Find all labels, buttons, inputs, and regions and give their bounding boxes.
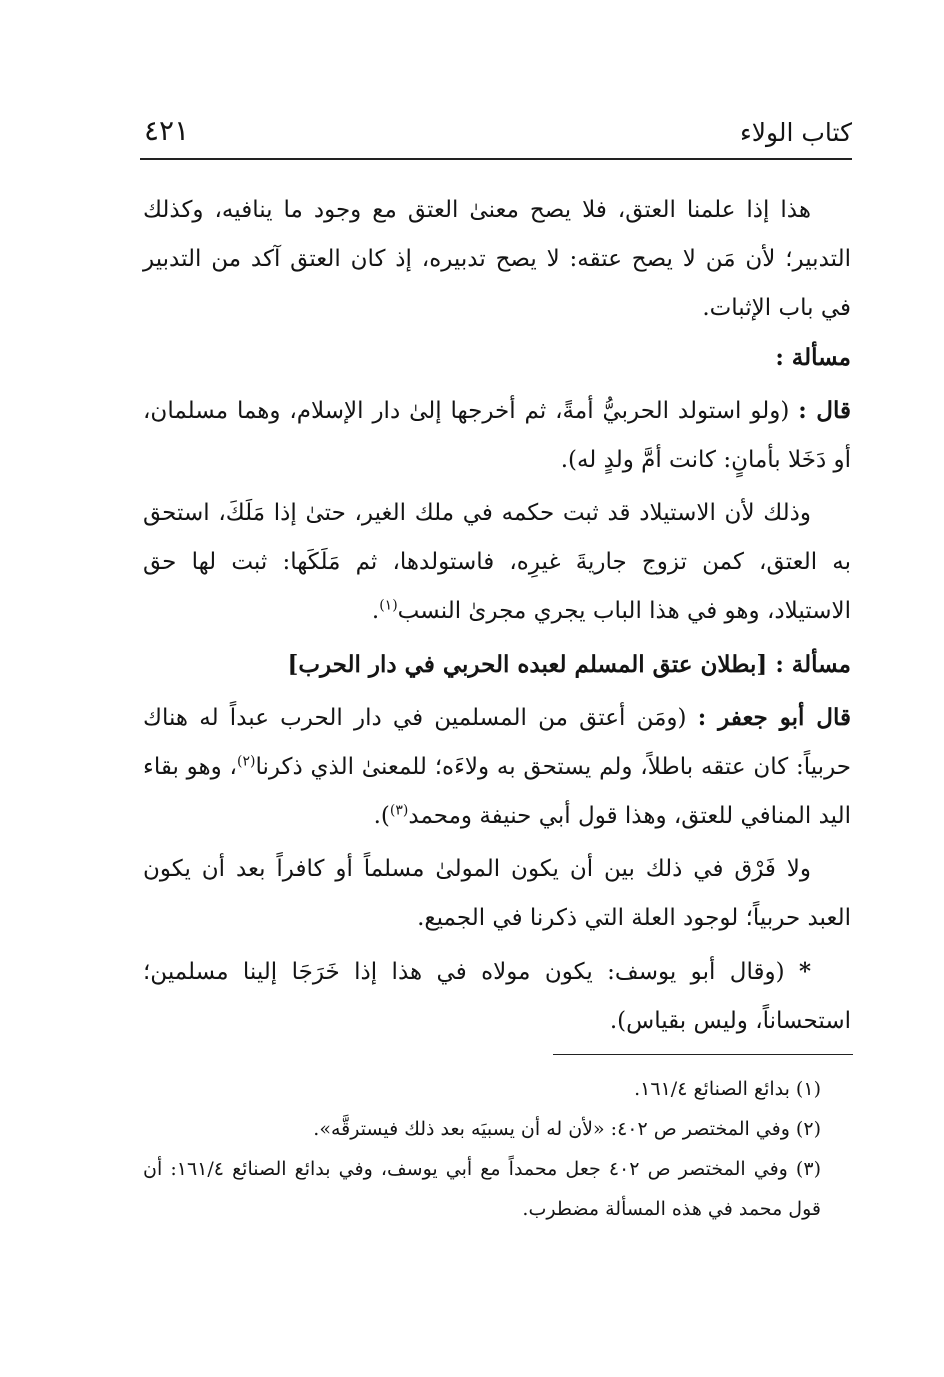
page-number: ٤٢١: [144, 114, 190, 147]
footnote-rule: [553, 1054, 853, 1055]
paragraph-1: هذا إذا علمنا العتق، فلا يصح معنىٰ العتق مع وجود ما ينافيه، وكذلك التدبير؛ لأن مَن لا يصح عتقه: لا يصح تدبيره، إذ كان العتق آكد من التدبير في باب الإثبات.: [143, 197, 851, 321]
footnote-2: (٢) وفي المختصر ص ٤٠٢: «لأن له أن يسبيَه بعد ذلك فيسترقَّه».: [313, 1118, 821, 1140]
masala-heading-1: [143, 333, 851, 382]
footnote-ref-3: (٣): [389, 802, 409, 819]
footnote-1: (١) بدائع الصنائع ١٦١/٤.: [634, 1078, 821, 1100]
paragraph-4-text-c: ).: [373, 803, 390, 829]
paragraph-3: [143, 489, 851, 636]
footnote-3: (٣) وفي المختصر ص ٤٠٢ جعل محمداً مع أبي يوسف، وفي بدائع الصنائع ١٦١/٤: أن قول محمد في هذه المسألة مضطرب.: [143, 1158, 821, 1220]
paragraph-2-lead: قال :: [798, 397, 851, 424]
page-header: [140, 112, 852, 156]
masala-title-2: [بطلان عتق المسلم لعبده الحربي في دار الحرب]: [287, 651, 768, 678]
paragraph-6-text: (وقال أبو يوسف: يكون مولاه في هذا إذا خَرَجَا إلينا مسلمين؛ استحساناً، وليس بقياس).: [143, 959, 851, 1034]
paragraph-5: ولا فَرْق في ذلك بين أن يكون المولىٰ مسلماً أو كافراً بعد أن يكون العبد حربياً؛ لوجود العلة التي ذكرنا في الجميع.: [143, 856, 851, 931]
star-marker: *: [798, 958, 811, 985]
paragraph-6: [143, 947, 851, 1046]
body-text: [143, 186, 851, 1046]
masala-heading-2: [143, 640, 851, 689]
paragraph-4-text-a: (ومَن أعتق من المسلمين في دار الحرب عبداً له هناك حربياً: كان عتقه باطلاً، ولم يستحق به ولاءَه؛ للمعنىٰ الذي ذكرنا: [143, 705, 851, 780]
paragraph-3-end: .: [371, 598, 380, 624]
paragraph-2-text: (ولو استولد الحربيُّ أمةً، ثم أخرجها إلىٰ دار الإسلام، وهما مسلمان، أو دَخَلا بأمانٍ: كانت أمَّ ولدٍ له).: [143, 398, 851, 473]
footnotes: [143, 1069, 851, 1229]
footnote-ref-1: (١): [379, 597, 398, 614]
paragraph-4-lead: قال أبو جعفر :: [697, 704, 851, 731]
footnote-ref-2: (٢): [236, 753, 256, 770]
masala-label-1: مسألة :: [775, 344, 851, 371]
paragraph-4: [143, 693, 851, 841]
running-title: كتاب الولاء: [739, 118, 852, 147]
paragraph-3-text: وذلك لأن الاستيلاد قد ثبت حكمه في ملك الغير، حتىٰ إذا مَلَكَ، استحق به العتق، كمن تزوج جاريةَ غيرِه، فاستولدها، ثم مَلَكَها: ثبت لها حق الاستيلاد، وهو في هذا الباب يجري مجرىٰ النسب: [143, 500, 851, 624]
masala-label-2: مسألة :: [775, 651, 851, 678]
header-rule: [140, 158, 852, 160]
paragraph-4-text-b: ، وهو بقاء اليد المنافي للعتق، وهذا قول أبي حنيفة ومحمد: [143, 754, 851, 829]
paragraph-2: [143, 386, 851, 485]
